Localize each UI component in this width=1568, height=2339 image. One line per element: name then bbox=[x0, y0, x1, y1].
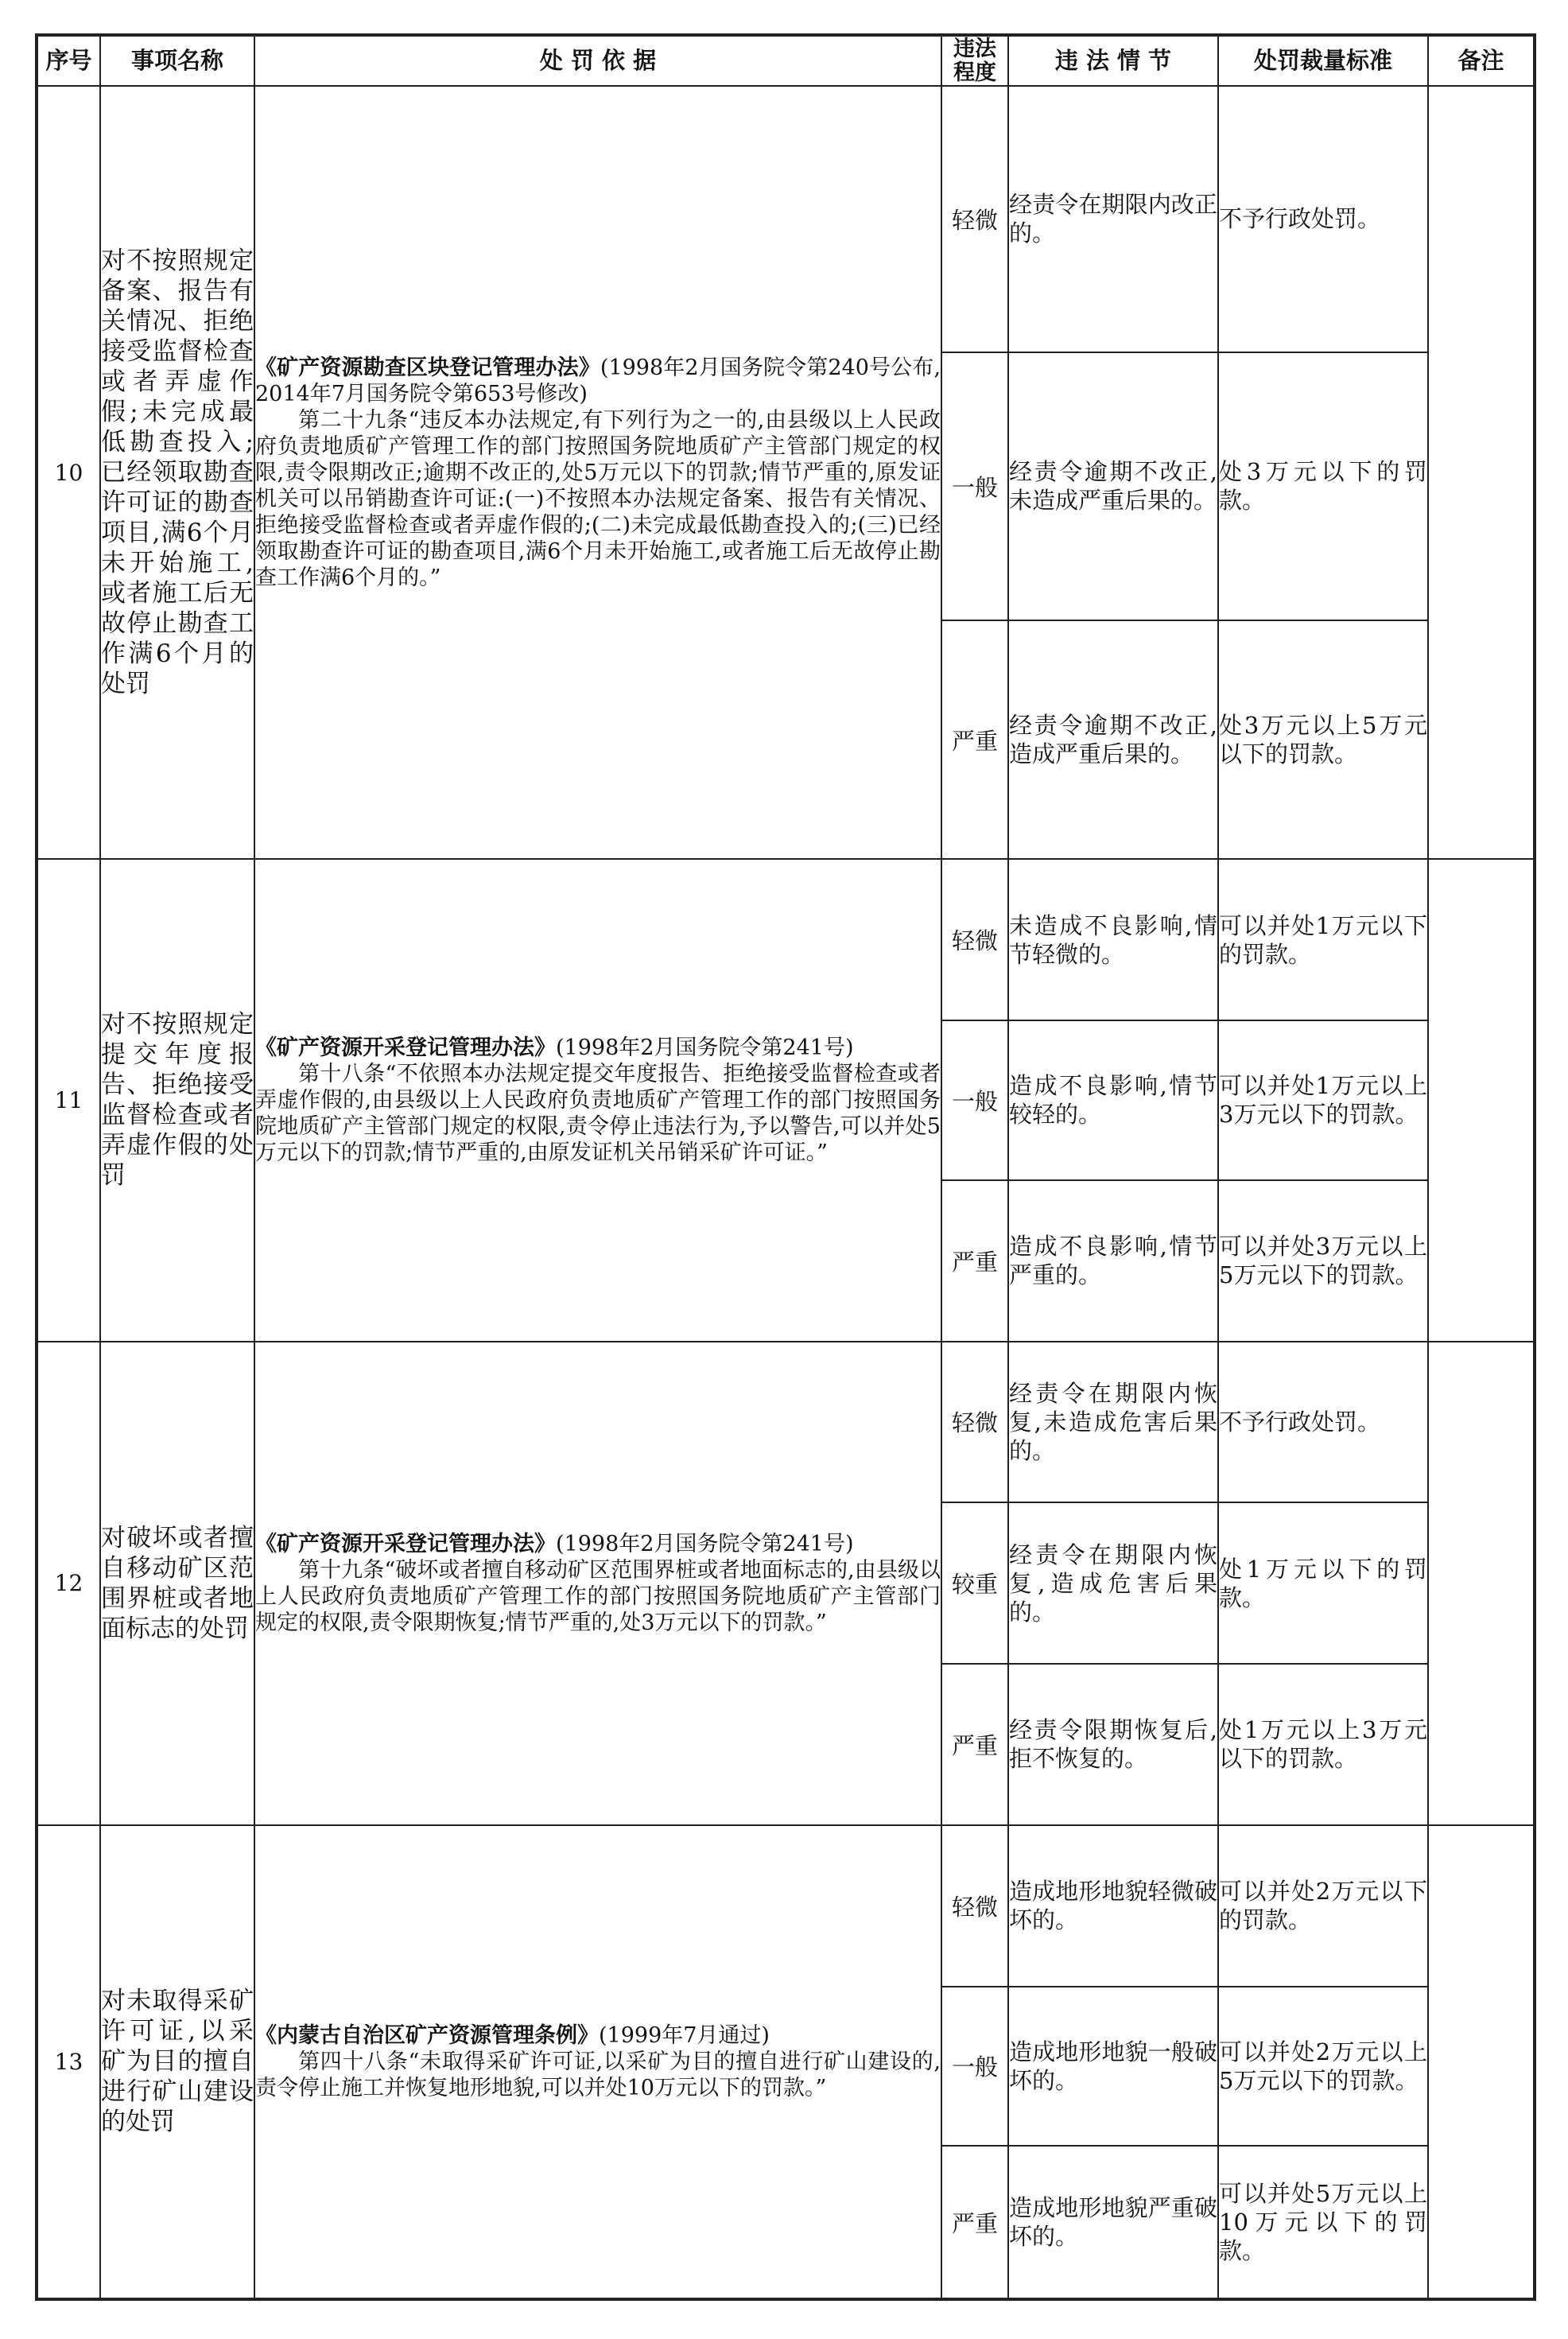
row-circumstance: 造成不良影响,情节严重的。 bbox=[1008, 1180, 1218, 1342]
law-title: 《矿产资源开采登记管理办法》 bbox=[255, 1035, 556, 1060]
penalty-table bbox=[35, 33, 1536, 2301]
row-seq: 11 bbox=[37, 859, 100, 1341]
header-note: 备注 bbox=[1428, 35, 1535, 86]
row-level: 轻微 bbox=[941, 1825, 1008, 1987]
row-standard: 不予行政处罚。 bbox=[1218, 86, 1428, 352]
row-standard: 不予行政处罚。 bbox=[1218, 1342, 1428, 1503]
row-circumstance: 造成地形地貌一般破坏的。 bbox=[1008, 1987, 1218, 2147]
row-level: 轻微 bbox=[941, 859, 1008, 1020]
row-level: 一般 bbox=[941, 1987, 1008, 2147]
row-level: 严重 bbox=[941, 1180, 1008, 1342]
table-row bbox=[37, 86, 1535, 352]
row-circumstance: 未造成不良影响,情节轻微的。 bbox=[1008, 859, 1218, 1020]
row-level: 较重 bbox=[941, 1502, 1008, 1664]
law-title: 《矿产资源开采登记管理办法》 bbox=[255, 1531, 556, 1556]
row-standard: 可以并处1万元以下的罚款。 bbox=[1218, 859, 1428, 1020]
basis-citation bbox=[255, 2022, 941, 2049]
row-standard: 可以并处2万元以下的罚款。 bbox=[1218, 1825, 1428, 1987]
row-level: 严重 bbox=[941, 1664, 1008, 1825]
row-circumstance: 经责令在期限内恢复,未造成危害后果的。 bbox=[1008, 1342, 1218, 1503]
row-level: 一般 bbox=[941, 352, 1008, 621]
row-note bbox=[1428, 86, 1535, 859]
row-standard: 处1万元以下的罚款。 bbox=[1218, 1502, 1428, 1664]
law-title: 《矿产资源勘查区块登记管理办法》 bbox=[255, 355, 600, 380]
basis-citation bbox=[255, 355, 941, 407]
basis-citation bbox=[255, 1531, 941, 1557]
row-item-name: 对不按照规定提交年度报告、拒绝接受监督检查或者弄虚作假的处罚 bbox=[100, 859, 254, 1341]
header-basis bbox=[254, 35, 941, 86]
row-seq: 13 bbox=[37, 1825, 100, 2299]
row-item-name: 对不按照规定备案、报告有关情况、拒绝接受监督检查或者弄虚作假;未完成最低勘查投入;已经领取勘查许可证的勘查项目,满6个月未开始施工,或者施工后无故停止勘查工作满6个月的处罚 bbox=[100, 86, 254, 859]
header-standard: 处罚裁量标准 bbox=[1218, 35, 1428, 86]
table-header-row bbox=[37, 35, 1535, 86]
row-standard: 处1万元以上3万元以下的罚款。 bbox=[1218, 1664, 1428, 1825]
row-level: 严重 bbox=[941, 620, 1008, 859]
row-item-name: 对未取得采矿许可证,以采矿为目的擅自进行矿山建设的处罚 bbox=[100, 1825, 254, 2299]
header-level: 违法程度 bbox=[941, 35, 1008, 86]
basis-article: 第二十九条“违反本办法规定,有下列行为之一的,由县级以上人民政府负责地质矿产管理工作的部门按照国务院地质矿产主管部门规定的权限,责令限期改正;逾期不改正的,处5万元以下的罚款;情节严重的,原发证机关可以吊销勘查许可证:(一)不按照本办法规定备案、报告有关情况、拒绝接受监督检查或者弄虚作假的;(二)未完成最低勘查投入的;(三)已经领取勘查许可证的勘查项目,满6个月未开始施工,或者施工后无故停止勘查工作满6个月的。” bbox=[255, 407, 941, 590]
law-title: 《内蒙古自治区矿产资源管理条例》 bbox=[255, 2022, 599, 2048]
basis-article: 第十八条“不依照本办法规定提交年度报告、拒绝接受监督检查或者弄虚作假的,由县级以上人民政府负责地质矿产管理工作的部门按照国务院地质矿产主管部门规定的权限,责令停止违法行为,予以警告,可以并处5万元以下的罚款;情节严重的,由原发证机关吊销采矿许可证。” bbox=[255, 1061, 941, 1165]
row-basis bbox=[254, 1825, 941, 2299]
row-standard: 可以并处5万元以上10万元以下的罚款。 bbox=[1218, 2146, 1428, 2299]
basis-citation bbox=[255, 1035, 941, 1061]
row-circumstance: 造成地形地貌严重破坏的。 bbox=[1008, 2146, 1218, 2299]
law-note: (1999年7月通过) bbox=[599, 2022, 770, 2048]
row-standard: 可以并处1万元以上3万元以下的罚款。 bbox=[1218, 1020, 1428, 1180]
row-level: 一般 bbox=[941, 1020, 1008, 1180]
row-note bbox=[1428, 859, 1535, 1341]
table-row bbox=[37, 859, 1535, 1020]
row-circumstance: 经责令逾期不改正,造成严重后果的。 bbox=[1008, 620, 1218, 859]
row-standard: 处3万元以下的罚款。 bbox=[1218, 352, 1428, 621]
row-circumstance: 经责令逾期不改正,未造成严重后果的。 bbox=[1008, 352, 1218, 621]
table-row bbox=[37, 1342, 1535, 1503]
row-circumstance: 造成不良影响,情节较轻的。 bbox=[1008, 1020, 1218, 1180]
basis-article: 第四十八条“未取得采矿许可证,以采矿为目的擅自进行矿山建设的,责令停止施工并恢复地形地貌,可以并处10万元以下的罚款。” bbox=[255, 2049, 941, 2100]
row-seq: 10 bbox=[37, 86, 100, 859]
row-note bbox=[1428, 1825, 1535, 2299]
row-basis bbox=[254, 1342, 941, 1825]
row-circumstance: 经责令在期限内改正的。 bbox=[1008, 86, 1218, 352]
row-circumstance: 经责令限期恢复后,拒不恢复的。 bbox=[1008, 1664, 1218, 1825]
row-standard: 可以并处2万元以上5万元以下的罚款。 bbox=[1218, 1987, 1428, 2147]
header-circumstance: 违 法 情 节 bbox=[1008, 35, 1218, 86]
law-note: (1998年2月国务院令第241号) bbox=[556, 1035, 854, 1060]
row-basis bbox=[254, 86, 941, 859]
row-note bbox=[1428, 1342, 1535, 1825]
law-note: (1998年2月国务院令第241号) bbox=[556, 1531, 854, 1556]
law-note: (1998年2月国务院令第240号公布,2014年7月国务院令第653号修改) bbox=[255, 355, 941, 406]
header-basis-label: 处 罚 依 据 bbox=[539, 47, 657, 75]
basis-article: 第十九条“破坏或者擅自移动矿区范围界桩或者地面标志的,由县级以上人民政府负责地质矿产管理工作的部门按照国务院地质矿产主管部门规定的权限,责令限期恢复;情节严重的,处3万元以下的罚款。” bbox=[255, 1557, 941, 1635]
row-level: 轻微 bbox=[941, 1342, 1008, 1503]
row-circumstance: 造成地形地貌轻微破坏的。 bbox=[1008, 1825, 1218, 1987]
row-standard: 处3万元以上5万元以下的罚款。 bbox=[1218, 620, 1428, 859]
row-basis bbox=[254, 859, 941, 1341]
row-item-name: 对破坏或者擅自移动矿区范围界桩或者地面标志的处罚 bbox=[100, 1342, 254, 1825]
table-row bbox=[37, 1825, 1535, 1987]
header-item-name: 事项名称 bbox=[100, 35, 254, 86]
row-circumstance: 经责令在期限内恢复,造成危害后果的。 bbox=[1008, 1502, 1218, 1664]
row-standard: 可以并处3万元以上5万元以下的罚款。 bbox=[1218, 1180, 1428, 1342]
header-seq: 序号 bbox=[37, 35, 100, 86]
row-level: 轻微 bbox=[941, 86, 1008, 352]
row-seq: 12 bbox=[37, 1342, 100, 1825]
row-level: 严重 bbox=[941, 2146, 1008, 2299]
